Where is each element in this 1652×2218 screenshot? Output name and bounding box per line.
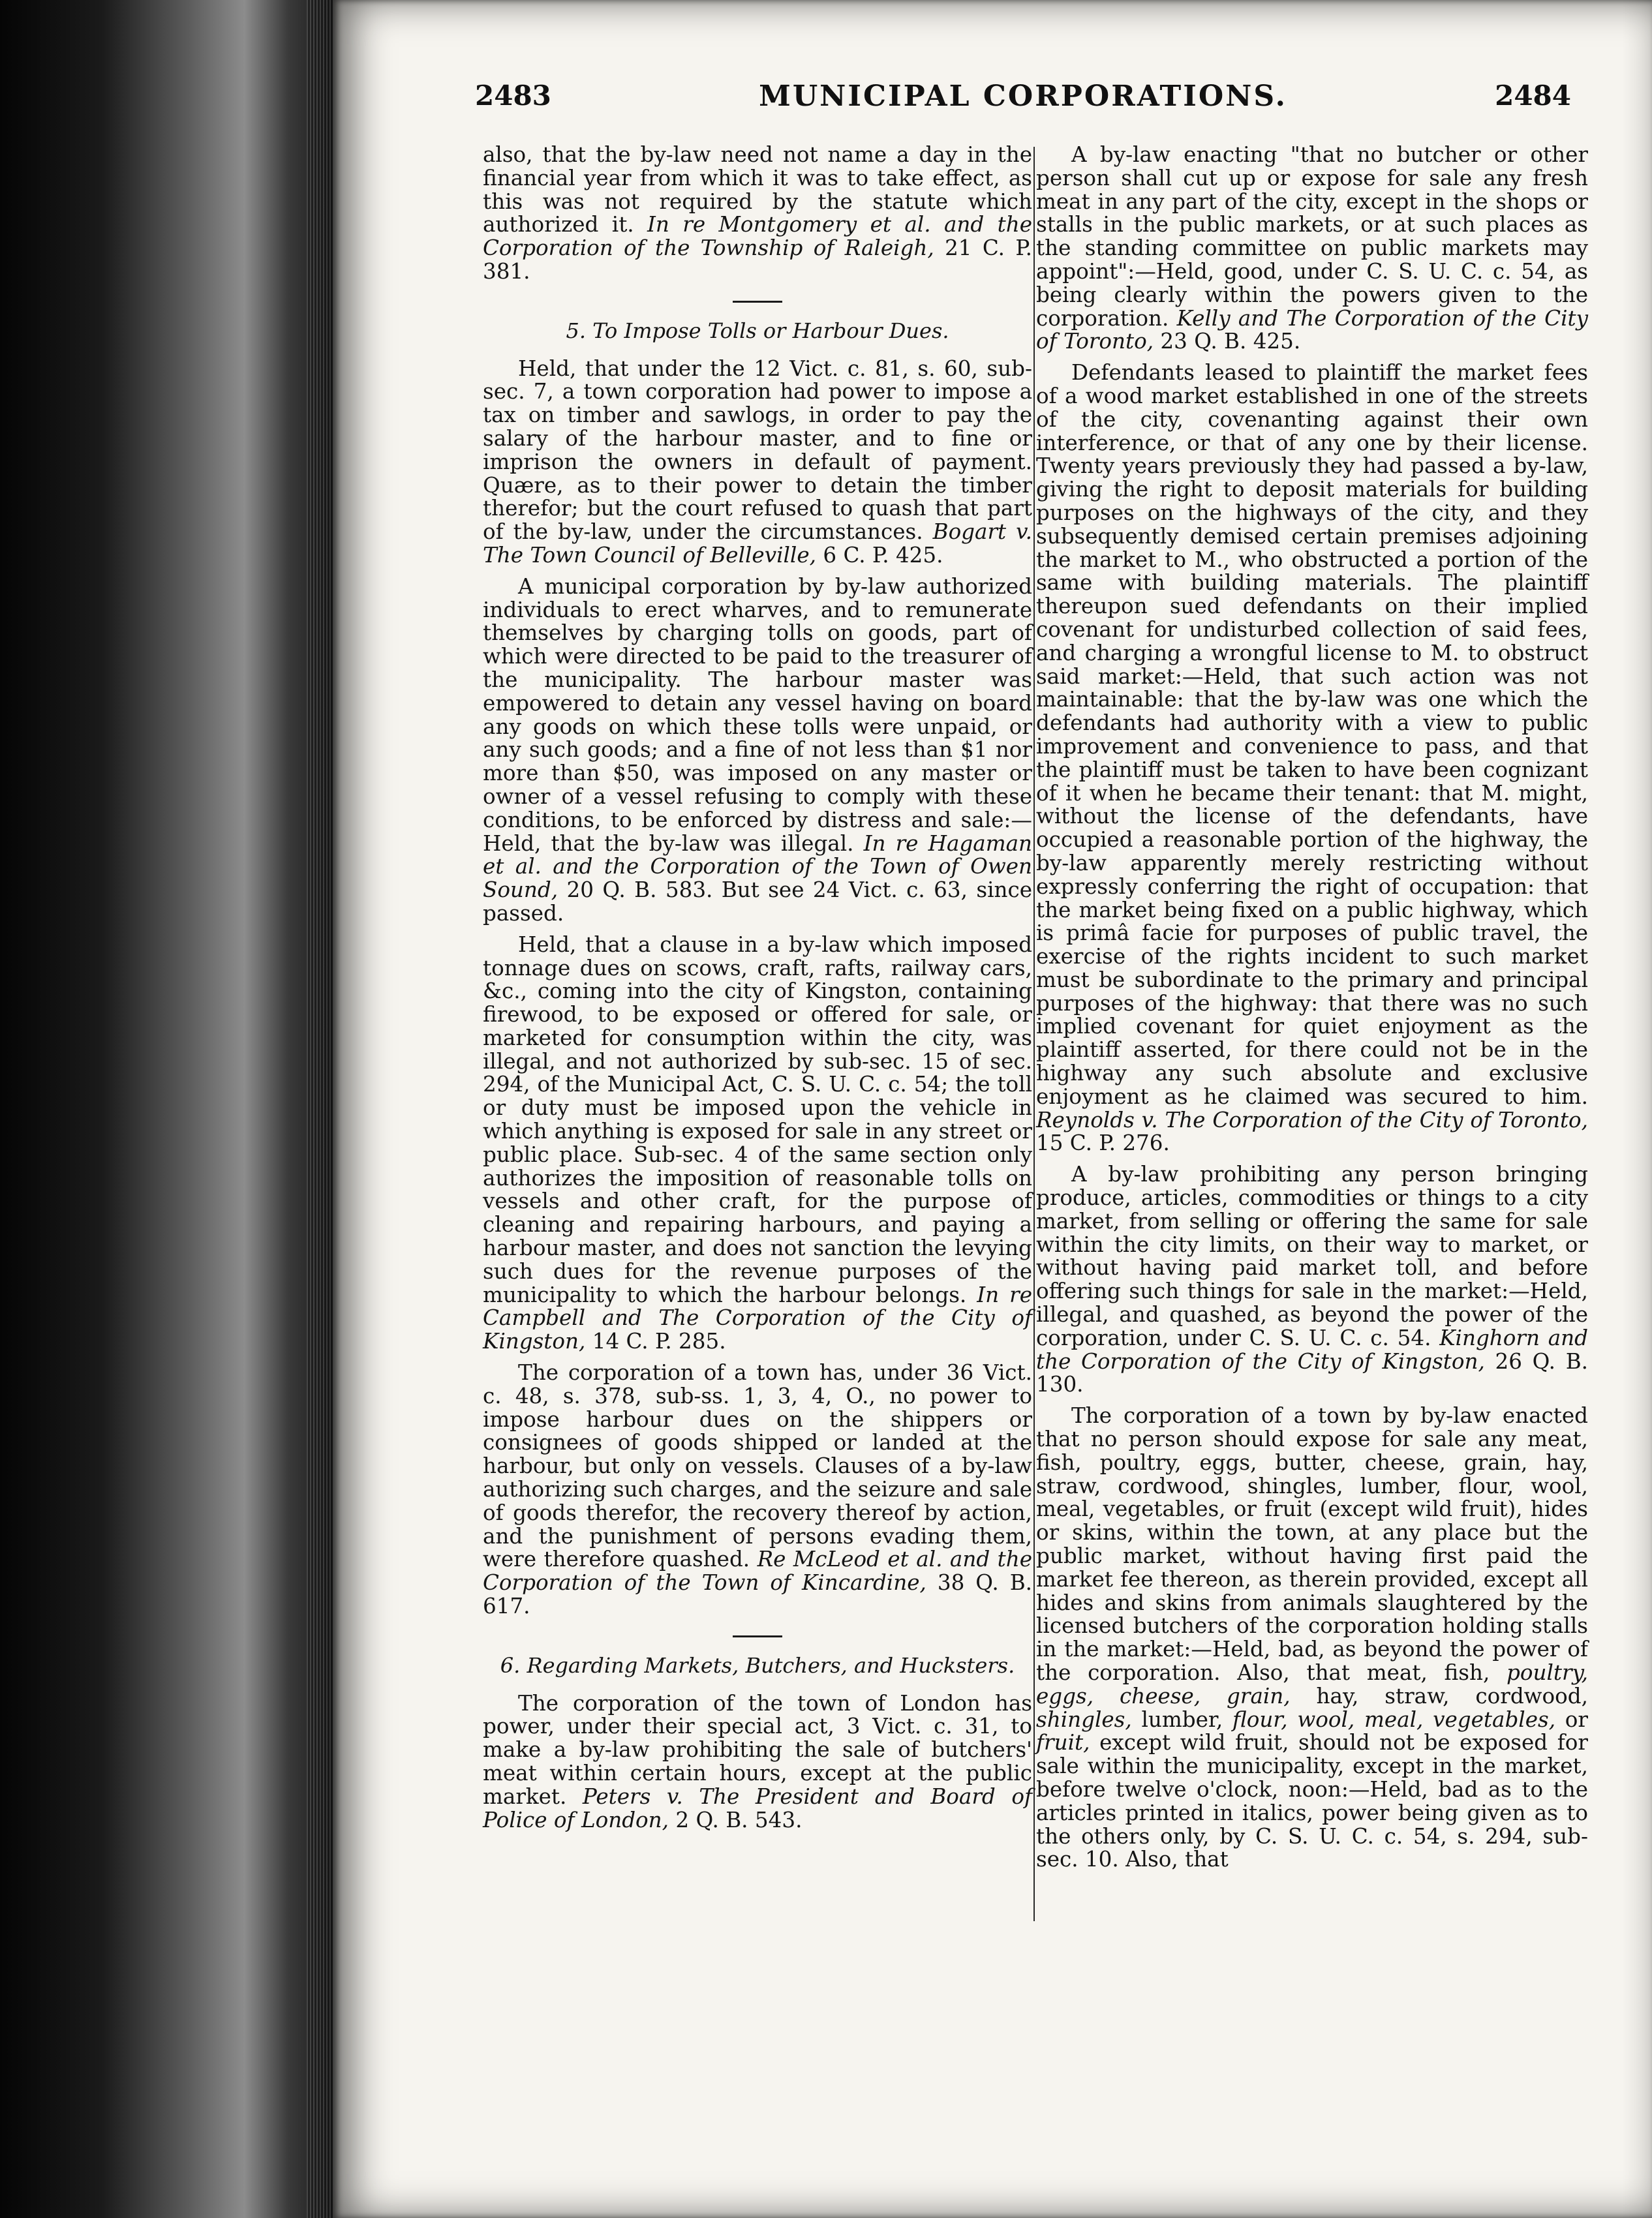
paragraph-text: Held, that under the 12 Vict. c. 81, s. 60, sub-sec. 7, a town corporation had power to impose a tax on timber and sawlogs, in order to pay the salary of the harbour master, and to fine or imprison the owners in default of payment. Quære, as to their power to detain the timber therefor; but the court refused to quash that part of the by-law, under the circumstances. <box>483 356 1032 545</box>
italic-text: shingles, <box>1036 1707 1132 1732</box>
paragraph-text: Held, that a clause in a by-law which imposed tonnage dues on scows, craft, rafts, railway cars, &c., coming into the city of Kingston, containing firewood, to be exposed or offered for sale, or marketed for consumption within the city, was illegal, and not authorized by sub-sec. 15 of sec. 294, of the Municipal Act, C. S. U. C. c. 54; the toll or duty must be imposed upon the vehicle in which anything is exposed for sale in any street or public place. Sub-sec. 4 of the same section only authorizes the imposition of reasonable tolls on vessels and other craft, for the purpose of cleaning and repairing harbours, and paying a harbour master, and does not sanction the levying such dues for the revenue purposes of the municipality to which the harbour belongs. <box>483 932 1032 1307</box>
running-header <box>475 80 1571 125</box>
paragraph <box>1036 1405 1588 1872</box>
case-citation: Reynolds v. The Corporation of the City of Toronto, <box>1036 1107 1588 1132</box>
italic-text: poultry, eggs, cheese, grain, <box>1036 1660 1588 1709</box>
case-reference: 15 C. P. 276. <box>1036 1131 1170 1156</box>
section-rule <box>733 1635 782 1637</box>
paragraph <box>1036 144 1588 354</box>
case-reference: 6 C. P. 425. <box>816 542 943 568</box>
section-heading: 5. To Impose Tolls or Harbour Dues. <box>566 318 949 343</box>
paragraph <box>483 575 1032 926</box>
page-number-right: 2484 <box>1495 80 1571 112</box>
page-title: MUNICIPAL CORPORATIONS. <box>759 80 1287 113</box>
paragraph-text: Defendants leased to plaintiff the market fees of a wood market established in one of the streets of the city, covenanting against their own interference, or that of any one by their license. Twenty years previously they had passed a by-law, giving the right to deposit materials for building purposes on the highways of the city, and they subsequently demised certain premises adjoining the market to M., who obstructed a portion of the same with building materials. The plaintiff thereupon sued defendants on their implied covenant for undisturbed collection of said fees, and charging a wrongful license to M. to obstruct said market:—Held, that such action was not maintainable: that the by-law was one which the defendants had authority with a view to public improvement and convenience to pass, and that the plaintiff must be taken to have been cognizant of it when he became their tenant: that M. might, without the license of the defendants, have occupied a reasonable portion of the highway, the by-law apparently merely restricting without expressly conferring the right of occupation: that the market being fixed on a public highway, which is primâ facie for purposes of public travel, the exercise of the rights incident to such market must be subordinate to the primary and principal purposes of the highway: that there was no such implied covenant for quiet enjoyment as the plaintiff asserted, for there could not be in the highway any such absolute and exclusive enjoyment as he claimed was secured to him. <box>1036 360 1588 1109</box>
book-binding <box>0 0 339 2218</box>
paragraph <box>1036 361 1588 1155</box>
case-reference: 26 Q. B. 130. <box>1036 1348 1588 1397</box>
paragraph-text: The corporation of a town has, under 36 Vict. c. 48, s. 378, sub-ss. 1, 3, 4, O., no power to impose harbour dues on the shippers or consignees of goods shipped or landed at the harbour, but only on vessels. Clauses of a by-law authorizing such charges, and the seizure and sale of goods therefor, the recovery thereof by action, and the punishment of persons evading them, were therefore quashed. <box>483 1360 1032 1572</box>
paragraph <box>483 357 1032 568</box>
paragraph-text: except wild fruit, should not be exposed for sale within the municipality, except in the market, before twelve o'clock, noon:—Held, bad as to the articles printed in italics, power being given as to the others only, by C. S. U. C. c. 54, s. 294, sub-sec. 10. Also, that <box>1036 1730 1588 1872</box>
case-citation: Bogart v. The Town Council of Belleville, <box>483 519 1033 568</box>
right-column <box>1036 144 1588 1879</box>
paragraph <box>483 1692 1032 1832</box>
italic-text: flour, wool, meal, vegetables, <box>1232 1707 1556 1732</box>
case-citation: In re Campbell and The Corporation of the City of Kingston, <box>483 1282 1032 1354</box>
case-citation: Kelly and The Corporation of the City of Toronto, <box>1036 305 1588 354</box>
paragraph <box>483 934 1032 1354</box>
case-citation: Peters v. The President and Board of Police of London, <box>483 1784 1032 1832</box>
case-citation: In re Hagaman et al. and the Corporation of the Town of Owen Sound, <box>483 830 1032 903</box>
page-edge-shadow <box>1622 0 1652 2218</box>
page-number-left: 2483 <box>475 80 551 112</box>
paragraph-text: A by-law enacting "that no butcher or other person shall cut up or expose for sale any fresh meat in any part of the city, except in the shops or stalls in the public markets, or at such places as the standing committee on public markets may appoint":—Held, good, under C. S. U. C. c. 54, as being clearly within the powers given to the corporation. <box>1036 142 1588 331</box>
italic-text: fruit, <box>1036 1730 1090 1755</box>
case-citation: In re Montgomery et al. and the Corporation of the Township of Raleigh, <box>483 212 1032 261</box>
case-citation: Kinghorn and the Corporation of the City of Kingston, <box>1036 1325 1588 1374</box>
case-reference: 23 Q. B. 425. <box>1154 329 1301 354</box>
section-heading: 6. Regarding Markets, Butchers, and Hucksters. <box>500 1652 1015 1678</box>
case-reference: 14 C. P. 285. <box>585 1329 726 1354</box>
paragraph-text: A by-law prohibiting any person bringing produce, articles, commodities or things to a city market, from selling or offering the same for sale within the city limits, on their way to market, or without having paid market toll, and before offering such things for sale in the market:—Held, illegal, and quashed, as beyond the power of the corporation, under C. S. U. C. c. 54. <box>1036 1162 1588 1350</box>
case-reference: 20 Q. B. 583. But see 24 Vict. c. 63, since passed. <box>483 877 1032 926</box>
case-reference: 38 Q. B. 617. <box>483 1570 1032 1619</box>
case-reference: 2 Q. B. 543. <box>669 1807 803 1832</box>
paragraph <box>483 144 1032 284</box>
paragraph-text: A municipal corporation by by-law authorized individuals to erect wharves, and to remunerate themselves by charging tolls on goods, part of which were directed to be paid to the treasurer of the municipality. The harbour master was empowered to detain any vessel having on board any goods on which these tolls were unpaid, or any such goods; and a fine of not less than $1 nor more than $50, was imposed on any master or owner of a vessel refusing to comply with these conditions, to be enforced by distress and sale:—Held, that the by-law was illegal. <box>483 573 1032 856</box>
case-reference: 21 C. P. 381. <box>483 235 1032 284</box>
section-rule <box>733 301 782 303</box>
paragraph-text: also, that the by-law need not name a day in the financial year from which it was to take effect, as this was not required by the statute which authorized it. <box>483 142 1032 237</box>
case-citation: Re McLeod et al. and the Corporation of the Town of Kincardine, <box>483 1547 1032 1596</box>
left-column <box>483 144 1032 1840</box>
column-divider <box>1033 147 1035 1921</box>
paragraph-text: The corporation of a town by by-law enacted that no person should expose for sale any meat, fish, poultry, eggs, butter, cheese, grain, hay, straw, cordwood, shingles, lumber, flour, wool, meal, vegetables, or fruit (except wild fruit), hides or skins, within the town, at any place but the public market, without having first paid the market fee thereon, as therein provided, except all hides and skins from animals slaughtered by the licensed butchers of the corporation holding stalls in the market:—Held, bad, as beyond the power of the corporation. Also, that meat, fish, <box>1036 1403 1588 1685</box>
paragraph-text: hay, straw, cordwood, <box>1290 1683 1588 1709</box>
paragraph <box>1036 1163 1588 1397</box>
paragraph-text: lumber, <box>1131 1707 1232 1732</box>
paragraph <box>483 1361 1032 1618</box>
paragraph-text: or <box>1555 1707 1588 1732</box>
paragraph-text: The corporation of the town of London has power, under their special act, 3 Vict. c. 31, to make a by-law prohibiting the sale of butchers' meat within certain hours, except at the public market. <box>483 1690 1032 1809</box>
